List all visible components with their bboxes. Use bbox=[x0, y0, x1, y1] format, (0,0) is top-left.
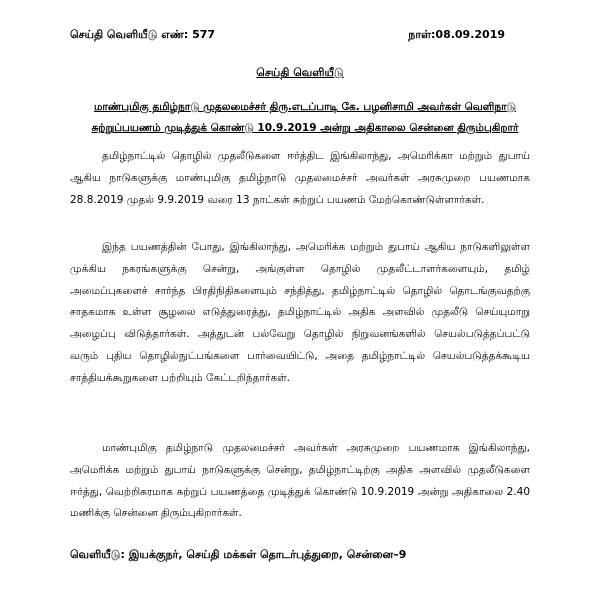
document-title: மாண்புமிகு தமிழ்நாடு முதலமைச்சர் திரு.எடப்பாடி கே. பழனிசாமி அவர்கள் வெளிநாடு சுற்றுப்பயணம் முடித்துக் கொண்டு 10.9.2019 அன்று அதிகாலை சென்னை திரும்புகிறார் bbox=[91, 101, 519, 134]
release-date: நாள்:08.09.2019 bbox=[408, 28, 505, 41]
footer-issuer: வெளியீடு: இயக்குநர், செய்தி மக்கள் தொடர்புத்துறை, சென்னை–9 bbox=[70, 548, 407, 561]
paragraph-3: மாண்புமிகு தமிழ்நாடு முதலமைச்சர் அவர்கள் அரசுமுறை பயணமாக இங்கிலாந்து, அமெரிக்க மற்றும் துபாய் நாடுகளுக்கு சென்று, தமிழ்நாட்டிற்கு அதிக அளவில் முதலீடுகளை ஈர்த்து, வெற்றிகரமாக சுற்றுப் பயணத்தை முடித்துக் கொண்டு 10.9.2019 அன்று அதிகாலை 2.40 மணிக்கு சென்னை திரும்புகிறார்கள். bbox=[70, 442, 530, 520]
document-heading: செய்தி வெளியீடு bbox=[256, 66, 344, 79]
paragraph-2: இந்த பயணத்தின் போது, இங்கிலாந்து, அமெரிக்க மற்றும் துபாய் ஆகிய நாடுகளிலுள்ள முக்கிய நகரங்களுக்கு சென்று, அங்குள்ள தொழில் முதலீட்டாளர்களையும், தமிழ் அமைப்புகளைச் சார்ந்த பிரதிநிதிகளையும் சந்தித்து, தமிழ்நாட்டில் தொழில் தொடங்குவதற்கு சாதகமாக உள்ள சூழலை எடுத்துரைத்து, தமிழ்நாட்டில் அதிக அளவில் முதலீடு செய்யுமாறு அழைப்பு விடுத்தார்கள். அத்துடன் பல்வேறு தொழில் நிறுவனங்களில் செயல்படுத்தப்பட்டு வரும் புதிய தொழில்நுட்பங்களை பார்வையிட்டு, அதை தமிழ்நாட்டில் செயல்படுத்தக்கூடிய சாத்தியக்கூறுகளை பற்றியும் கேட்டறிந்தார்கள். bbox=[70, 241, 530, 384]
release-number: செய்தி வெளியீடு எண்: 577 bbox=[70, 28, 216, 41]
paragraph-1: தமிழ்நாட்டில் தொழில் முதலீடுகளை ஈர்த்திட இங்கிலாந்து, அமெரிக்கா மற்றும் துபாய் ஆகிய நாடுகளுக்கு மாண்புமிகு தமிழ்நாடு முதலமைச்சர் அவர்கள் அரசுமுறை பயணமாக 28.8.2019 முதல் 9.9.2019 வரை 13 நாட்கள் சுற்றுப் பயணம் மேற்கொண்டுள்ளார்கள். bbox=[70, 150, 530, 206]
